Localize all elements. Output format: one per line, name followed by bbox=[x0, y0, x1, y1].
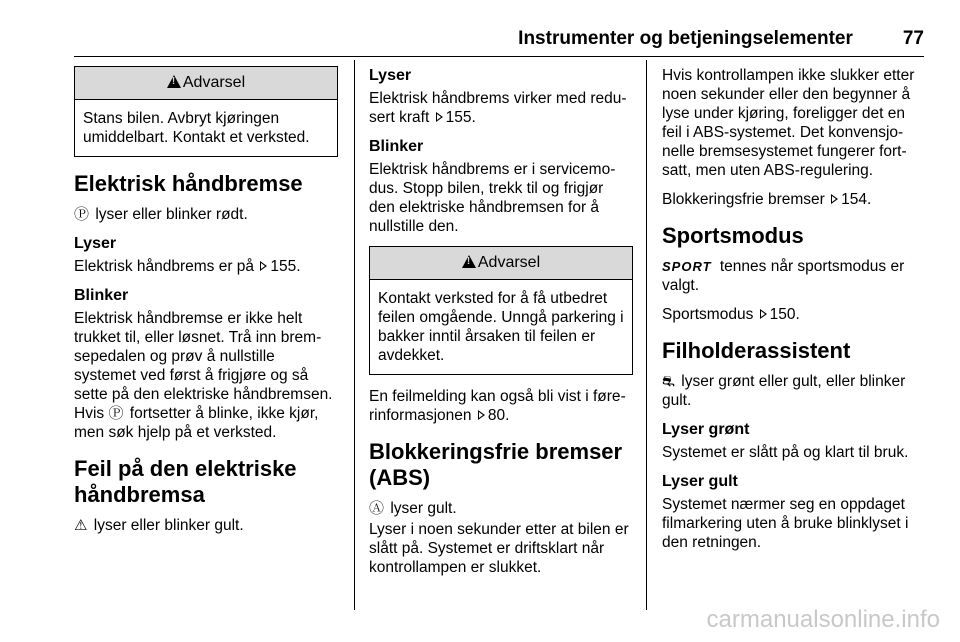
warning-triangle-icon bbox=[167, 75, 181, 88]
parking-brake-icon: Ⓟ bbox=[74, 206, 90, 223]
warning-header bbox=[75, 67, 337, 100]
heading-brake-fault: Feil på den elektriske håndbremsa bbox=[74, 456, 297, 507]
column-divider-2 bbox=[646, 60, 647, 610]
watermark: carmanualsonline.info bbox=[706, 606, 940, 633]
brake-fault-icon: ⚠ bbox=[74, 517, 88, 534]
paragraph: Systemet nærmer seg en oppdaget filmarkering uten å bruke blinklyset i den retningen. bbox=[662, 496, 909, 551]
subheading-green: Lyser grønt bbox=[662, 421, 750, 438]
page-number: 77 bbox=[902, 28, 924, 49]
page-ref-icon bbox=[478, 410, 485, 420]
heading-electric-parking-brake: Elektrisk håndbremse bbox=[74, 171, 303, 196]
column-1 bbox=[74, 66, 338, 545]
subheading-lyser: Lyser bbox=[369, 67, 412, 84]
abs-icon: Ⓐ bbox=[369, 500, 385, 517]
page-ref-icon bbox=[436, 112, 443, 122]
page-ref-icon bbox=[260, 261, 267, 271]
warning-text: Stans bilen. Avbryt kjøringen umiddelbart. Kontakt et verksted. bbox=[83, 110, 310, 146]
subheading-blinker: Blinker bbox=[74, 287, 129, 304]
paragraph: ⛐ lyser grønt eller gult, eller blinker gult. bbox=[662, 373, 906, 409]
paragraph: Elektrisk håndbrems er i servicemodus. Stopp bilen, trekk til og frigjør den elektriske håndbremsen for å nullstille den. bbox=[369, 161, 616, 235]
paragraph: Sportsmodus 150. bbox=[662, 306, 800, 323]
paragraph: ⚠ lyser eller blinker gult. bbox=[74, 517, 244, 534]
warning-box bbox=[74, 66, 338, 157]
subheading-blinker: Blinker bbox=[369, 138, 424, 155]
page-header bbox=[74, 28, 924, 52]
heading-lane-keep-assist: Filholderassistent bbox=[662, 338, 851, 363]
subheading-yellow: Lyser gult bbox=[662, 473, 738, 490]
paragraph: Lyser i noen sekunder etter at bilen er slått på. Systemet er driftsklart når kontrollampen er slukket. bbox=[369, 521, 629, 576]
paragraph: Blokkeringsfrie bremser 154. bbox=[662, 191, 872, 208]
column-divider-1 bbox=[354, 60, 355, 610]
warning-title: Advarsel bbox=[477, 254, 541, 271]
warning-triangle-icon bbox=[462, 255, 476, 268]
paragraph: Elektrisk håndbrems virker med redusert kraft 155. bbox=[369, 90, 627, 126]
column-3 bbox=[662, 66, 928, 562]
warning-box bbox=[369, 246, 633, 375]
sport-mode-icon: SPORT bbox=[662, 259, 712, 274]
parking-brake-icon: Ⓟ bbox=[108, 405, 124, 422]
paragraph: Elektrisk håndbrems er på 155. bbox=[74, 258, 301, 275]
paragraph: Elektrisk håndbremse er ikke helt trukket til, eller løsnet. Trå inn bremsepedalen og prøv å nullstille systemet ved først å frigjøre og så sette på den elektriske håndbremsen. Hvis Ⓟ fortsetter å blinke, ikke kjør, men søk hjelp på et verksted. bbox=[74, 310, 333, 441]
paragraph: Hvis kontrollampen ikke slukker etter noen sekunder eller den begynner å lyse under kjøring, foreligger det en feil i ABS-systemet. Det konvensjonelle bremsesystemet fungerer fortsatt, men uten ABS-regulering. bbox=[662, 67, 915, 179]
paragraph: Systemet er slått på og klart til bruk. bbox=[662, 444, 909, 461]
lane-keep-icon: ⛐ bbox=[662, 373, 675, 390]
paragraph: En feilmelding kan også bli vist i førerinformasjonen 80. bbox=[369, 388, 626, 424]
header-rule bbox=[74, 56, 924, 57]
warning-header bbox=[370, 247, 632, 280]
warning-title: Advarsel bbox=[182, 74, 246, 91]
subheading-lyser: Lyser bbox=[74, 235, 117, 252]
page-title: Instrumenter og betjeningselementer bbox=[518, 28, 853, 49]
paragraph: Ⓟ lyser eller blinker rødt. bbox=[74, 206, 248, 223]
paragraph: Ⓐ lyser gult. bbox=[369, 500, 457, 517]
heading-abs: Blokkeringsfrie bremser (ABS) bbox=[369, 439, 623, 490]
warning-text: Kontakt verksted for å få utbedret feilen omgående. Unngå parkering i bakker inntil årsaken til feilen er avdekket. bbox=[378, 290, 624, 364]
column-2 bbox=[369, 66, 633, 587]
page-ref-icon bbox=[831, 194, 838, 204]
paragraph: SPORT tennes når sportsmodus er valgt. bbox=[662, 258, 905, 294]
heading-sport-mode: Sportsmodus bbox=[662, 223, 804, 248]
page-ref-icon bbox=[760, 309, 767, 319]
